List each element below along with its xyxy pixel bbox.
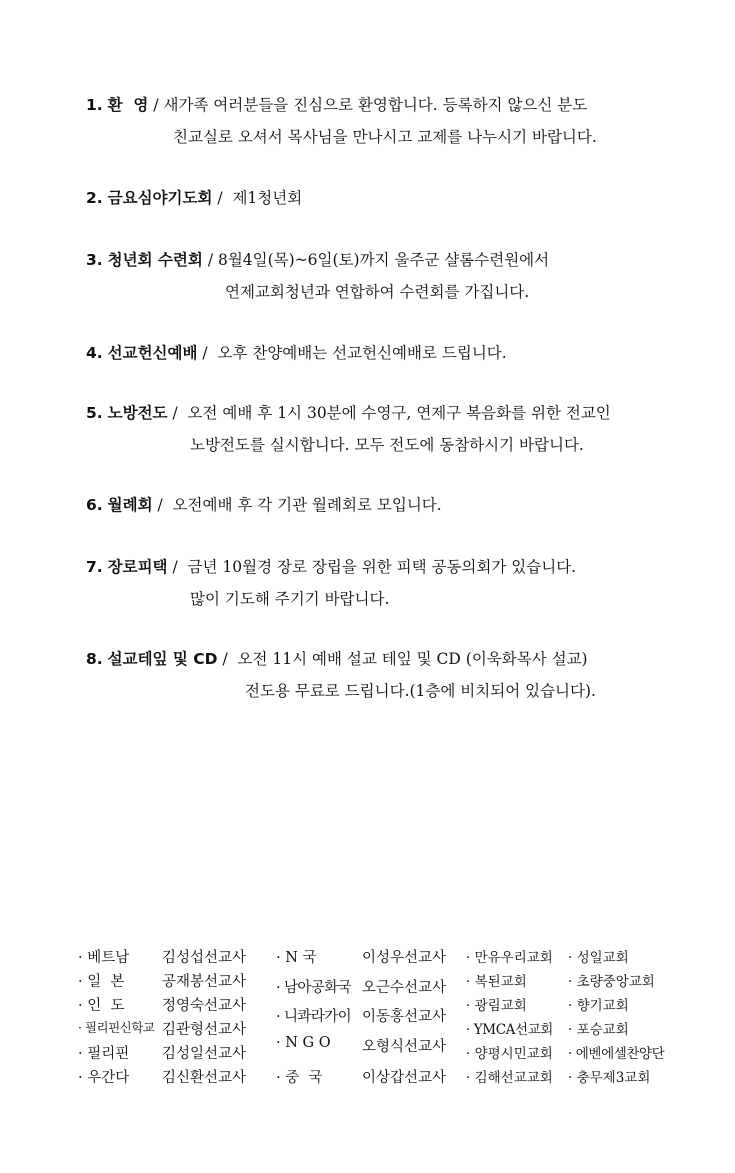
- missionary-country: · 중 국: [276, 1070, 323, 1086]
- church-name: · 김해선교교회: [466, 1070, 553, 1086]
- notice-text: / 오후 찬양예배는 선교헌신예배로 드립니다.: [202, 344, 507, 362]
- missionary-country: · 우간다: [78, 1070, 130, 1086]
- notice-title: 노방전도: [107, 404, 168, 422]
- notice-text: / 8월4일(목)~6일(토)까지 울주군 샬롬수련원에서: [207, 251, 550, 269]
- missionary-name: 오형식선교사: [362, 1039, 447, 1055]
- notice-title: 선교헌신예배: [107, 344, 198, 362]
- missionary-country: · 인 도: [78, 998, 125, 1014]
- church-name: · 광림교회: [466, 998, 527, 1014]
- missionary-name: 김관형선교사: [162, 1022, 247, 1038]
- missionary-name: 정영숙선교사: [162, 998, 247, 1014]
- missionary-country: · 남아공화국: [276, 980, 352, 996]
- church-name: · 초량중앙교회: [568, 974, 655, 990]
- church-name: · 에벤에셀찬양단: [568, 1046, 665, 1062]
- notice-title: 장로피택: [107, 558, 168, 576]
- notice-number: 3.: [86, 251, 103, 269]
- missionary-country: · 필리핀신학교: [78, 1020, 155, 1035]
- notice-title: 설교테잎 및 CD: [107, 650, 218, 668]
- church-name: · 성일교회: [568, 950, 629, 966]
- church-name: · 충무제3교회: [568, 1070, 651, 1086]
- church-name: · 만유우리교회: [466, 950, 553, 966]
- notice-text: / 오전예배 후 각 기관 월례회로 모입니다.: [157, 496, 442, 514]
- notice-text-continued: 전도용 무료로 드립니다.(1층에 비치되어 있습니다).: [245, 682, 596, 700]
- missionary-name: 김성섭선교사: [162, 950, 247, 966]
- missionary-name: 공재봉선교사: [162, 974, 247, 990]
- notice-title: 환 영: [107, 96, 149, 114]
- notice-title: 청년회 수련회: [107, 251, 203, 269]
- notice-number: 4.: [86, 344, 103, 362]
- church-name: · 양평시민교회: [466, 1046, 553, 1062]
- notice-text: / 오전 11시 예배 설교 테잎 및 CD (이욱화목사 설교): [222, 650, 588, 668]
- church-name: · 복된교회: [466, 974, 527, 990]
- notice-text: / 오전 예배 후 1시 30분에 수영구, 연제구 복음화를 위한 전교인: [172, 404, 611, 422]
- missionary-name: 김신환선교사: [162, 1070, 247, 1086]
- church-name: · YMCA선교회: [466, 1022, 553, 1038]
- notice-text: / 금년 10월경 장로 장립을 위한 피택 공동의회가 있습니다.: [172, 558, 577, 576]
- missionary-name: 이성우선교사: [362, 950, 447, 966]
- missionary-name: 오근수선교사: [362, 980, 447, 996]
- missionary-country: · N 국: [276, 950, 317, 966]
- notice-text: / 제1청년회: [217, 189, 303, 207]
- notice-number: 2.: [86, 189, 103, 207]
- notice-number: 1.: [86, 96, 103, 114]
- missionary-country: · 베트남: [78, 950, 130, 966]
- notice-number: 7.: [86, 558, 103, 576]
- missionary-country: · 일 본: [78, 974, 125, 990]
- notice-text-continued: 노방전도를 실시합니다. 모두 전도에 동참하시기 바랍니다.: [190, 436, 584, 454]
- notice-number: 5.: [86, 404, 103, 422]
- missionary-name: 이동홍선교사: [362, 1009, 447, 1025]
- notice-title: 금요심야기도회: [107, 189, 213, 207]
- missionary-country: · 니콰라가이: [276, 1009, 352, 1025]
- notice-text-continued: 많이 기도해 주기기 바랍니다.: [190, 590, 390, 608]
- notice-number: 6.: [86, 496, 103, 514]
- notice-title: 월례회: [107, 496, 153, 514]
- church-name: · 포승교회: [568, 1022, 629, 1038]
- missionary-country: · N G O: [276, 1035, 331, 1051]
- notice-number: 8.: [86, 650, 103, 668]
- missionary-name: 이상갑선교사: [362, 1070, 447, 1086]
- missionary-country: · 필리핀: [78, 1046, 130, 1062]
- notice-text: / 새가족 여러분들을 진심으로 환영합니다. 등록하지 않으신 분도: [153, 96, 588, 114]
- notice-text-continued: 친교실로 오셔서 목사님을 만나시고 교제를 나누시기 바랍니다.: [173, 128, 597, 146]
- notice-text-continued: 연제교회청년과 연합하여 수련회를 가집니다.: [225, 283, 530, 301]
- church-name: · 향기교회: [568, 998, 629, 1014]
- missionary-name: 김성일선교사: [162, 1046, 247, 1062]
